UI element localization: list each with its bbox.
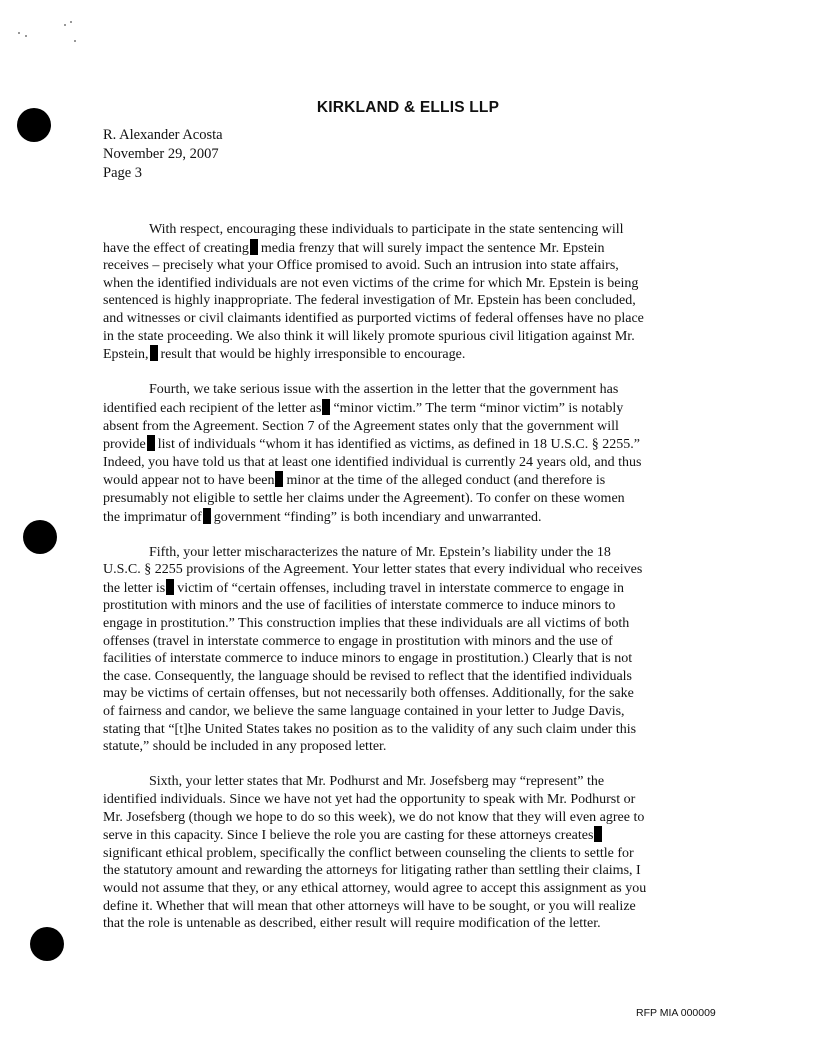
text-line	[103, 880, 703, 898]
text-segment: prostitution with minors and the use of facilities of interstate commerce to induce minors to	[103, 598, 616, 614]
text-segment: offenses (travel in interstate commerce to engage in prostitution with minors and the use of	[103, 633, 613, 649]
text-segment: when the identified individuals are not even victims of the crime for which Mr. Epstein is being	[103, 275, 639, 291]
body-paragraph	[103, 221, 703, 364]
text-line	[103, 791, 703, 809]
text-line	[103, 685, 703, 703]
redaction-bar	[322, 399, 330, 415]
text-segment: Mr. Josefsberg (though we hope to do so this week), we do not know that they will even agree to	[103, 809, 645, 825]
address-block	[103, 126, 223, 183]
text-line	[103, 471, 703, 490]
text-line	[103, 399, 703, 418]
text-line	[103, 898, 703, 916]
text-line	[103, 650, 703, 668]
text-line	[103, 544, 703, 562]
text-segment: and witnesses or civil claimants identified as purported victims of federal offenses have no place	[103, 310, 644, 326]
text-segment: identified individuals. Since we have not yet had the opportunity to speak with Mr. Podhurst or	[103, 792, 636, 807]
text-segment: statute,” should be included in any proposed letter.	[103, 739, 387, 755]
text-segment: serve in this capacity. Since I believe the role you are casting for these attorneys creates	[103, 828, 594, 844]
text-line	[103, 826, 703, 845]
text-line	[103, 310, 703, 328]
text-segment: Fourth, we take serious issue with the assertion in the letter that the government has	[149, 382, 619, 398]
body-paragraph	[103, 544, 703, 756]
text-segment: have the effect of creating	[103, 240, 249, 256]
text-segment: would appear not to have been	[103, 473, 275, 489]
punch-hole	[30, 927, 64, 961]
redaction-bar	[150, 345, 158, 361]
text-line	[103, 579, 703, 598]
letterhead: KIRKLAND & ELLIS LLP	[316, 99, 500, 116]
text-segment: the statutory amount and rewarding the attorneys for litigating rather than settling their claims, I	[103, 863, 641, 879]
text-line	[103, 721, 703, 739]
text-segment: significant ethical problem, specifically the conflict between counseling the clients to settle for	[103, 845, 634, 861]
body-paragraph	[103, 773, 703, 932]
text-segment: of fairness and candor, we believe the same language contained in your letter to Judge Davis,	[103, 704, 625, 720]
redaction-bar	[166, 579, 174, 595]
text-segment: identified each recipient of the letter as	[103, 400, 322, 416]
text-segment: victim of “certain offenses, including travel in interstate commerce to engage in	[177, 580, 624, 596]
text-line	[103, 239, 703, 258]
text-line	[103, 561, 703, 579]
text-segment: list of individuals “whom it has identified as victims, as defined in 18 U.S.C. § 2255.”	[157, 437, 640, 453]
text-segment: U.S.C. § 2255 provisions of the Agreement. Your letter states that every individual who receives	[103, 562, 643, 578]
text-line	[103, 275, 703, 293]
text-segment: “minor victim.” The term “minor victim” is notably	[333, 400, 624, 416]
text-segment: Epstein,	[103, 347, 149, 363]
text-segment: in the state proceeding. We also think it will likely promote spurious civil litigation against Mr.	[103, 328, 635, 344]
text-line	[103, 292, 703, 310]
text-segment: may be victims of certain offenses, but not necessarily both offenses. Additionally, for the sake	[103, 686, 634, 702]
text-line	[103, 328, 703, 346]
text-segment: stating that “[t]he United States takes no position as to the validity of any such claim under this	[103, 721, 637, 737]
redaction-bar	[250, 239, 258, 255]
text-line	[103, 454, 703, 472]
text-segment: absent from the Agreement. Section 7 of the Agreement states only that the government will	[103, 418, 619, 434]
text-segment: minor at the time of the alleged conduct (and therefore is	[286, 473, 606, 489]
text-line	[103, 508, 703, 527]
text-segment: Sixth, your letter states that Mr. Podhurst and Mr. Josefsberg may “represent” the	[149, 774, 605, 790]
text-segment: Indeed, you have told us that at least one identified individual is currently 24 years old, and thus	[103, 454, 642, 470]
recipient-name: R. Alexander Acosta	[103, 127, 223, 143]
text-line	[103, 862, 703, 880]
scan-specks	[14, 18, 94, 42]
body-paragraph	[103, 381, 703, 526]
bates-number: RFP MIA 000009	[636, 1007, 716, 1019]
text-segment: media frenzy that will surely impact the sentence Mr. Epstein	[260, 240, 605, 256]
text-line	[103, 773, 703, 791]
text-segment: the case. Consequently, the language should be revised to reflect that the identified individuals	[103, 668, 632, 684]
text-segment: that the role is untenable as described, either result will require modification of the letter.	[103, 916, 601, 932]
text-line	[103, 221, 703, 239]
text-segment: With respect, encouraging these individuals to participate in the state sentencing will	[149, 222, 624, 237]
text-line	[103, 738, 703, 756]
text-line	[103, 668, 703, 686]
redaction-bar	[147, 435, 155, 451]
text-segment: the letter is	[103, 580, 166, 596]
letter-body	[103, 221, 703, 950]
letter-date: November 29, 2007	[103, 146, 219, 162]
text-segment: government “finding” is both incendiary and unwarranted.	[213, 509, 542, 525]
text-segment: would not assume that they, or any ethical attorney, would agree to accept this assignment as you	[103, 880, 647, 896]
text-line	[103, 345, 703, 364]
text-segment: the imprimatur of	[103, 509, 202, 525]
text-line	[103, 597, 703, 615]
text-line	[103, 615, 703, 633]
redaction-bar	[275, 471, 283, 487]
punch-hole	[23, 520, 57, 554]
text-line	[103, 703, 703, 721]
text-segment: receives – precisely what your Office promised to avoid. Such an intrusion into state affairs,	[103, 258, 619, 274]
text-line	[103, 809, 703, 827]
text-line	[103, 915, 703, 933]
text-segment: Fifth, your letter mischaracterizes the nature of Mr. Epstein’s liability under the 18	[149, 544, 611, 560]
text-line	[103, 633, 703, 651]
text-segment: sentenced is highly inappropriate. The federal investigation of Mr. Epstein has been concluded,	[103, 293, 636, 309]
page-number: Page 3	[103, 165, 143, 181]
text-segment: facilities of interstate commerce to induce minors to engage in prostitution.) Clearly that is not	[103, 651, 633, 667]
text-line	[103, 845, 703, 863]
text-line	[103, 418, 703, 436]
text-segment: provide	[103, 437, 146, 453]
redaction-bar	[594, 826, 602, 842]
text-segment: result that would be highly irresponsible to encourage.	[160, 347, 466, 363]
text-line	[103, 381, 703, 399]
redaction-bar	[203, 508, 211, 524]
text-line	[103, 435, 703, 454]
text-segment: define it. Whether that will mean that other attorneys will have to be sought, or you will realize	[103, 898, 636, 914]
text-segment: presumably not eligible to settle her claims under the Agreement). To confer on these women	[103, 490, 625, 506]
text-line	[103, 257, 703, 275]
text-segment: engage in prostitution.” This construction implies that these individuals are all victims of both	[103, 616, 630, 632]
text-line	[103, 490, 703, 508]
